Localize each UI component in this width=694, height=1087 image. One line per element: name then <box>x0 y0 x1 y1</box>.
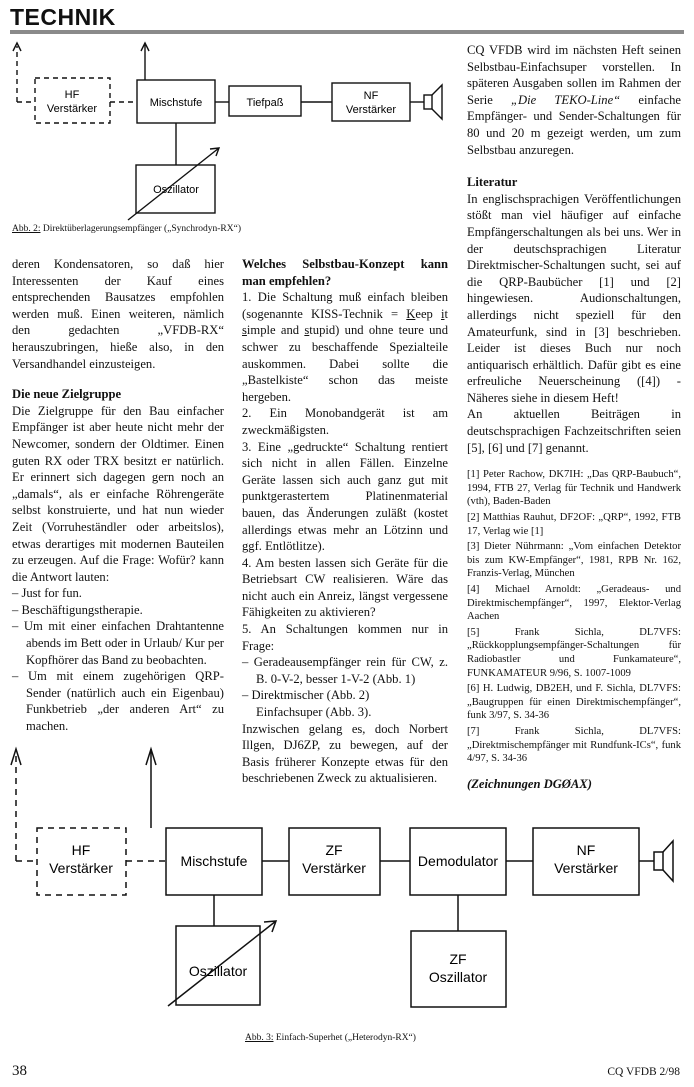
column-3 <box>467 42 681 792</box>
reference-item: [6] H. Ludwig, DB2EH, und F. Sichla, DL7VFS: „Baugruppen für einen Direktmischempfänger“, funk 3/97, S. 34-36 <box>467 683 681 722</box>
fig2-nf-label-2: Verstärker <box>345 104 397 116</box>
reference-item: [5] Frank Sichla, DL7VFS: „Rückkopplungsempfänger-Schaltungen für Radiobastler und Funkamateure“, FUNKAMATEUR 9/96, S. 1007-1009 <box>467 626 681 679</box>
column-1 <box>12 256 224 735</box>
reference-item: [2] Matthias Rauhut, DF2OF: „QRP“, 1992, FTB 17, Verlag wie [1] <box>467 512 681 537</box>
col3-heading-literatur: Literatur <box>467 175 518 190</box>
col2-para-4: 4. Am besten lassen sich Geräte für die Betriebsart CW realisieren. Wäre das nicht auch ein Anreiz, längst vergessene Fähigkeiten zu aktivieren? <box>242 555 448 620</box>
reference-item: [1] Peter Rachow, DK7IH: „Das QRP-Baubuch“, 1994, FTB 27, Verlag für Technik und Handwerk (vth), Baden-Baden <box>467 469 681 508</box>
fig2-nf-label: NF <box>363 90 379 102</box>
col2-para-1: 1. Die Schaltung muß einfach bleiben (sogenannte KISS-Technik = Keep it simple and stupid) und ohne teure und schwer zu beschaffende Spezialteile auskommen. Dabei sollte die „Bastelkiste“ schon das meiste hergeben. <box>242 290 448 404</box>
col2-heading-konzept: Welches Selbstbau-Konzept kann man empfehlen? <box>242 257 448 288</box>
fig3-oscillator-label: Oszillator <box>188 963 248 979</box>
section-header: TECHNIK <box>10 4 116 30</box>
col1-heading-zielgruppe: Die neue Zielgruppe <box>12 387 122 402</box>
fig3-zf-oscillator-label: ZF <box>449 951 467 967</box>
fig3-zf-oscillator-label-2: Oszillator <box>428 969 488 985</box>
figure-3-diagram <box>6 746 688 1026</box>
col2-list-item-2: – Direktmischer (Abb. 2) <box>242 688 370 703</box>
fig3-zf-label-2: Verstärker <box>302 860 366 876</box>
figure-2-diagram <box>8 40 458 222</box>
fig3-nf-label: NF <box>576 842 596 858</box>
fig3-nf-label-2: Verstärker <box>554 860 618 876</box>
figure-3-caption <box>245 1033 416 1043</box>
col2-para-2: 2. Ein Monobandgerät ist am zweckmäßigsten. <box>242 406 448 437</box>
fig3-caption-label: Abb. 3: <box>245 1033 274 1043</box>
col1-list-item-4: – Um mit einem zugehörigen QRP-Sender (natürlich auch ein Eigenbau) Funkbetrieb „der anderen Art“ zu machen. <box>12 669 224 734</box>
fig2-caption-label: Abb. 2: <box>12 224 41 234</box>
col2-list-item-1: – Geradeausempfänger rein für CW, z. B. 0-V-2, besser 1-V-2 (Abb. 1) <box>242 655 448 686</box>
reference-item: [3] Dieter Nührmann: „Vom einfachen Detektor bis zum KW-Empfänger“, 1981, RPB Nr. 162, Franzis-Verlag, München <box>467 541 681 580</box>
reference-item: [4] Michael Arnoldt: „Geradeaus- und Direktmischempfänger“, 1997, Elektor-Verlag Aachen <box>467 584 681 623</box>
fig3-mixer-label: Mischstufe <box>180 853 248 869</box>
col1-list-item-2: – Beschäftigungstherapie. <box>12 602 143 617</box>
fig2-hf-label: HF <box>64 89 80 101</box>
col3-para-1: CQ VFDB wird im nächsten Heft seinen Selbstbau-Einfachsuper vorstellen. In späteren Ausgaben sollen im Rahmen der Serie „Die TEKO-Line“ einfache Empfänger- und Sender-Schaltungen für 80 und 20 m gezeigt werden, um zum Selbstbau anzuregen. <box>467 43 681 157</box>
col1-para-2: Die Zielgruppe für den Bau einfacher Empfänger ist aber heute nicht mehr der Newcomer, sondern der Oldtimer. Einen guten RX oder TRX besitzt er natürlich. Er erinnert sich dagegen gern noch an „damals“, als er einfache Röhrengeräte selbst konstruierte, und hat nun wieder Zeit (Vorruheständler oder arbeitslos), etwas derartiges mit modernen Bauteilen zu erzeugen. Auf die Frage: Wofür? kann die Antwort lauten: <box>12 403 224 584</box>
journal-footer: CQ VFDB 2/98 <box>607 1066 680 1078</box>
column-2 <box>242 256 448 787</box>
drawing-credit: (Zeichnungen DGØAX) <box>467 776 592 791</box>
col2-para-3: 3. Eine „gedruckte“ Schaltung rentiert sich nicht in allen Fällen. Einzelne Geräte lassen sich auch ganz gut mit punktgerastertem Platinenmaterial bauen, das Änderungen zuläßt (kostet allerdings etwas mehr an Lötzinn und ggf. Entlötlitze). <box>242 439 448 554</box>
col2-list-item-3: Einfachsuper (Abb. 3). <box>256 705 372 720</box>
col3-para-3: An aktuellen Beiträgen in deutschsprachigen Fachzeitschriften seien [5], [6] und [7] genannt. <box>467 407 681 455</box>
col1-list-item-3: – Um mit einer einfachen Drahtantenne abends im Bett oder in Urlaub/ Kur per Kopfhörer das Band zu beobachten. <box>12 619 224 667</box>
fig3-demodulator-label: Demodulator <box>417 853 499 869</box>
fig2-mixer-label: Mischstufe <box>149 97 203 109</box>
fig3-zf-label: ZF <box>325 842 343 858</box>
fig3-hf-label: HF <box>71 842 91 858</box>
figure-2-caption <box>12 224 241 234</box>
fig2-caption-text: Direktüberlagerungsempfänger („Synchrodyn-RX“) <box>40 224 241 234</box>
col3-para-2: In englischsprachigen Veröffentlichungen stößt man viel häufiger auf einfache Empfängerschaltungen als bei uns. Wer in der deutschsprachigen Literatur Direktmischer-Schaltungen sucht, sei auf die QRP-Baubücher [1] und [2] hingewiesen. Audionschaltungen, allerdings nicht speziell für den Amateurfunk, sind in [3] beschrieben. Leider ist dieses Buch nur noch antiquarisch erhältlich. Dafür gibt es eine erfreuliche Neuerscheinung ([4]) - Näheres siehe in diesem Heft! <box>467 191 681 405</box>
col1-list-item-1: – Just for fun. <box>12 586 82 601</box>
fig2-lowpass-label: Tiefpaß <box>246 97 284 109</box>
fig2-oscillator-label: Oszillator <box>153 184 199 196</box>
reference-item: [7] Frank Sichla, DL7VFS: „Direktmischempfänger mit Rundfunk-ICs“, funk 4/97, S. 34-36 <box>467 725 681 765</box>
reference-list <box>467 468 681 765</box>
page-number: 38 <box>12 1063 27 1079</box>
fig2-hf-label-2: Verstärker <box>46 103 98 115</box>
fig3-hf-label-2: Verstärker <box>49 860 113 876</box>
header-rule <box>10 30 684 34</box>
col2-para-5: 5. An Schaltungen kommen nur in Frage: <box>242 622 448 653</box>
fig3-caption-text: Einfach-Superhet („Heterodyn-RX“) <box>273 1033 416 1043</box>
col2-para-6: Inzwischen gelang es, doch Norbert Illgen, DJ6ZP, zu bewegen, auf der Basis früherer Konzepte etwas für den beschriebenen Zweck zu aktualisieren. <box>242 721 448 786</box>
col1-para-1: deren Kondensatoren, so daß hier Interessenten der Kauf eines entsprechenden Bausatzes empfohlen werden muß. Einen weiteren, nämlich den gedachten „VFDB-RX“ herauszubringen, hieße also, in den Versandhandel einzusteigen. <box>12 257 224 371</box>
